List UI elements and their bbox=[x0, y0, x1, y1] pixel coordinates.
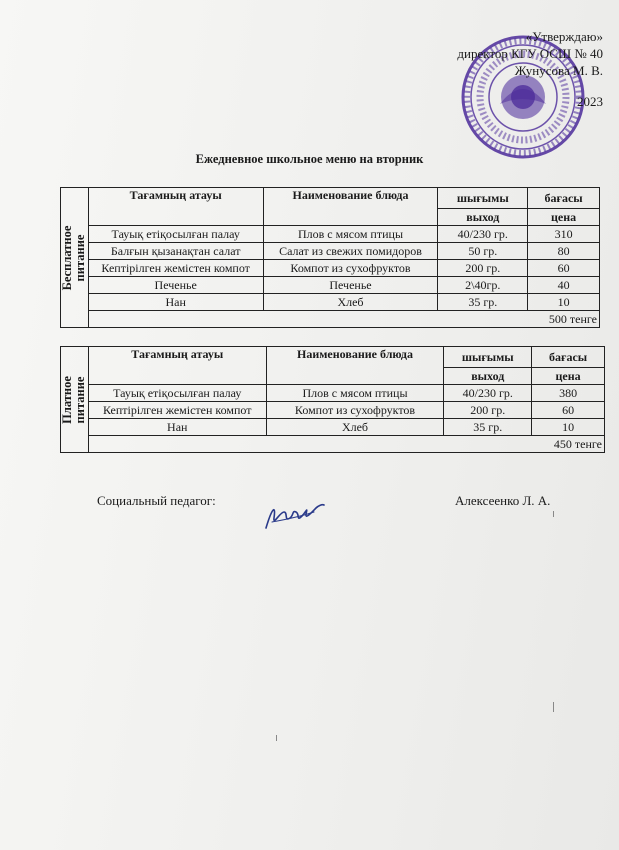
header-name-ru: Наименование блюда bbox=[263, 188, 438, 226]
dish-price: 10 bbox=[532, 419, 605, 436]
approval-block bbox=[433, 28, 603, 110]
header-price-ru: цена bbox=[528, 209, 600, 226]
approval-line-4: 2023 bbox=[577, 94, 603, 109]
dish-price: 10 bbox=[528, 294, 600, 311]
dish-price: 40 bbox=[528, 277, 600, 294]
dish-price: 310 bbox=[528, 226, 600, 243]
page-title: Ежедневное школьное меню на вторник bbox=[195, 152, 424, 166]
free-total: 500 тенге bbox=[88, 311, 599, 328]
dish-ru: Компот из сухофруктов bbox=[263, 260, 438, 277]
approval-line-2: директор КГУ ОСШ № 40 bbox=[457, 46, 603, 61]
signatory-role: Социальный педагог: bbox=[97, 493, 216, 508]
paid-side-label: Платное питание bbox=[61, 347, 89, 453]
dish-yield: 2\40гр. bbox=[438, 277, 528, 294]
header-yield-kz: шығымы bbox=[438, 188, 528, 209]
approval-line-1: «Утверждаю» bbox=[525, 29, 603, 44]
table-total-row bbox=[61, 311, 600, 328]
table-row bbox=[61, 277, 600, 294]
header-yield-ru: выход bbox=[444, 368, 532, 385]
header-yield-kz: шығымы bbox=[444, 347, 532, 368]
paper-mark bbox=[553, 511, 554, 517]
dish-ru: Плов с мясом птицы bbox=[266, 385, 444, 402]
header-price-ru: цена bbox=[532, 368, 605, 385]
dish-price: 80 bbox=[528, 243, 600, 260]
dish-yield: 200 гр. bbox=[438, 260, 528, 277]
dish-ru: Хлеб bbox=[266, 419, 444, 436]
free-side-label: Бесплатное питание bbox=[61, 188, 89, 328]
dish-kz: Нан bbox=[88, 419, 266, 436]
dish-kz: Печенье bbox=[88, 277, 263, 294]
table-row bbox=[61, 294, 600, 311]
handwritten-signature bbox=[262, 498, 326, 532]
dish-kz: Кептірілген жемістен компот bbox=[88, 260, 263, 277]
table-row bbox=[61, 419, 605, 436]
dish-kz: Кептірілген жемістен компот bbox=[88, 402, 266, 419]
dish-kz: Тауық етіқосылған палау bbox=[88, 385, 266, 402]
paid-total: 450 тенге bbox=[88, 436, 604, 453]
dish-ru: Хлеб bbox=[263, 294, 438, 311]
header-price-kz: бағасы bbox=[532, 347, 605, 368]
dish-yield: 40/230 гр. bbox=[444, 385, 532, 402]
dish-price: 380 bbox=[532, 385, 605, 402]
table-row bbox=[61, 260, 600, 277]
dish-ru: Компот из сухофруктов bbox=[266, 402, 444, 419]
dish-price: 60 bbox=[528, 260, 600, 277]
header-name-ru: Наименование блюда bbox=[266, 347, 444, 385]
free-meal-table bbox=[60, 187, 600, 328]
header-yield-ru: выход bbox=[438, 209, 528, 226]
paper-mark bbox=[553, 702, 554, 712]
header-name-kz: Тағамның атауы bbox=[88, 347, 266, 385]
dish-yield: 40/230 гр. bbox=[438, 226, 528, 243]
header-name-kz: Тағамның атауы bbox=[88, 188, 263, 226]
paid-meal-table bbox=[60, 346, 605, 453]
header-price-kz: бағасы bbox=[528, 188, 600, 209]
paper-mark bbox=[276, 735, 277, 741]
dish-yield: 200 гр. bbox=[444, 402, 532, 419]
dish-kz: Нан bbox=[88, 294, 263, 311]
table-header-row bbox=[61, 347, 605, 368]
dish-price: 60 bbox=[532, 402, 605, 419]
dish-kz: Балғын қызанақтан салат bbox=[88, 243, 263, 260]
dish-yield: 35 гр. bbox=[444, 419, 532, 436]
signatory-name: Алексеенко Л. А. bbox=[455, 493, 551, 508]
table-row bbox=[61, 226, 600, 243]
dish-ru: Салат из свежих помидоров bbox=[263, 243, 438, 260]
approval-line-3: Жунусова М. В. bbox=[514, 63, 603, 78]
table-total-row bbox=[61, 436, 605, 453]
dish-yield: 50 гр. bbox=[438, 243, 528, 260]
dish-kz: Тауық етіқосылған палау bbox=[88, 226, 263, 243]
dish-ru: Плов с мясом птицы bbox=[263, 226, 438, 243]
dish-ru: Печенье bbox=[263, 277, 438, 294]
table-row bbox=[61, 385, 605, 402]
table-row bbox=[61, 402, 605, 419]
table-row bbox=[61, 243, 600, 260]
table-header-row bbox=[61, 188, 600, 209]
dish-yield: 35 гр. bbox=[438, 294, 528, 311]
